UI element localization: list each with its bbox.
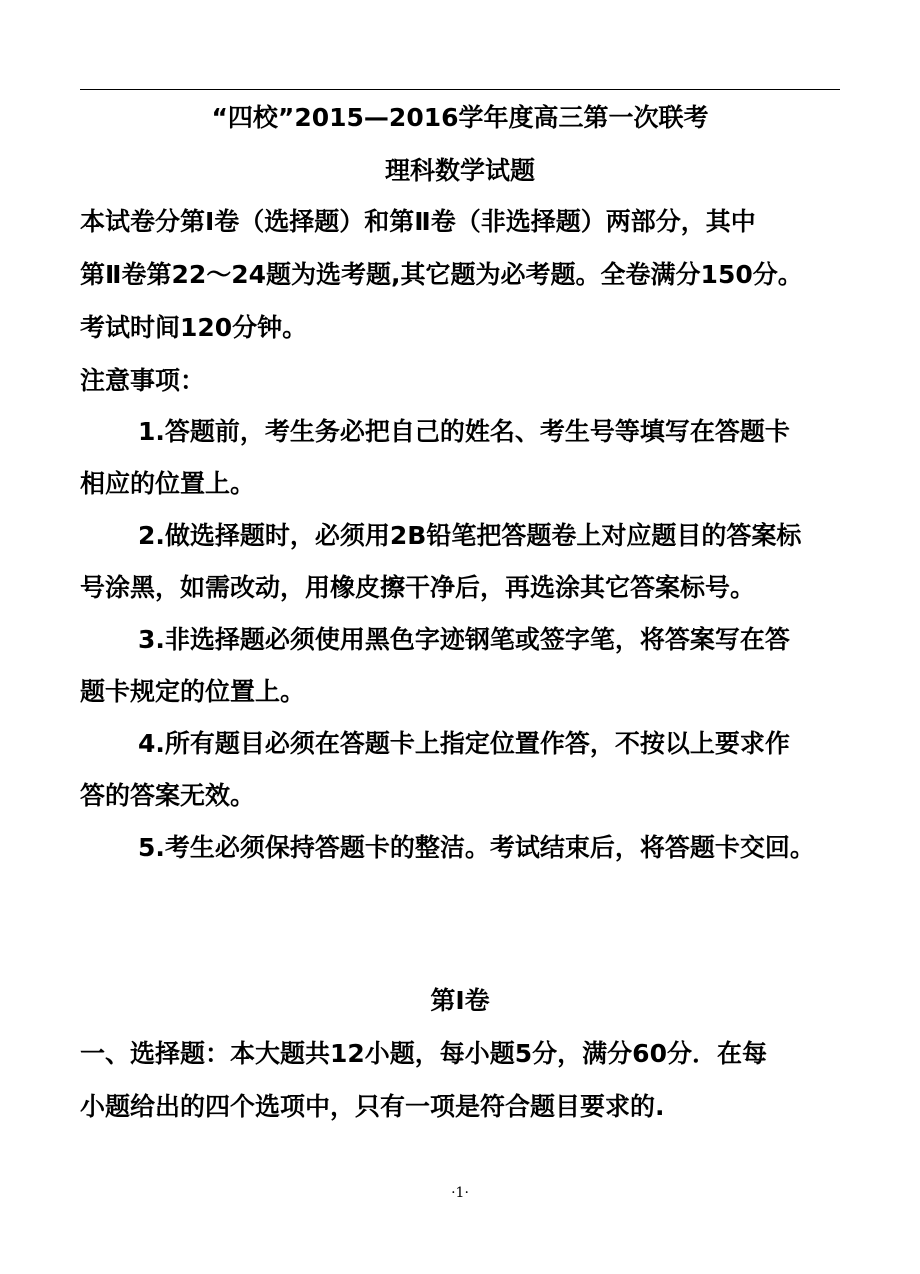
intro-line: 本试卷分第Ⅰ卷（选择题）和第Ⅱ卷（非选择题）两部分，其中 [80,207,756,236]
exam-title: “四校”2015—2016学年度高三第一次联考 [211,103,709,132]
header-rule [80,89,840,90]
intro-line: 第Ⅱ卷第22～24题为选考题,其它题为必考题。全卷满分150分。 [80,260,803,289]
page-number: ·1· [451,1185,469,1201]
note-item-continuation: 号涂黑，如需改动，用橡皮擦干净后，再选涂其它答案标号。 [80,573,756,602]
note-item: 3.非选择题必须使用黑色字迹钢笔或签字笔，将答案写在答 [138,625,790,654]
note-item: 5.考生必须保持答题卡的整洁。考试结束后，将答题卡交回。 [138,833,815,862]
note-item-continuation: 答的答案无效。 [80,781,256,810]
note-item: 4.所有题目必须在答题卡上指定位置作答，不按以上要求作 [138,729,790,758]
section-title: 第Ⅰ卷 [430,986,490,1015]
intro-line: 考试时间120分钟。 [80,313,308,342]
section-instructions: 小题给出的四个选项中，只有一项是符合题目要求的. [80,1092,665,1121]
note-item: 2.做选择题时，必须用2B铅笔把答题卷上对应题目的答案标 [138,521,802,550]
note-item-continuation: 相应的位置上。 [80,469,256,498]
note-item-continuation: 题卡规定的位置上。 [80,677,306,706]
note-item: 1.答题前，考生务必把自己的姓名、考生号等填写在答题卡 [138,417,790,446]
exam-subtitle: 理科数学试题 [384,156,535,185]
section-instructions: 一、选择题：本大题共12小题，每小题5分，满分60分．在每 [80,1039,767,1068]
notes-heading: 注意事项： [80,366,206,395]
